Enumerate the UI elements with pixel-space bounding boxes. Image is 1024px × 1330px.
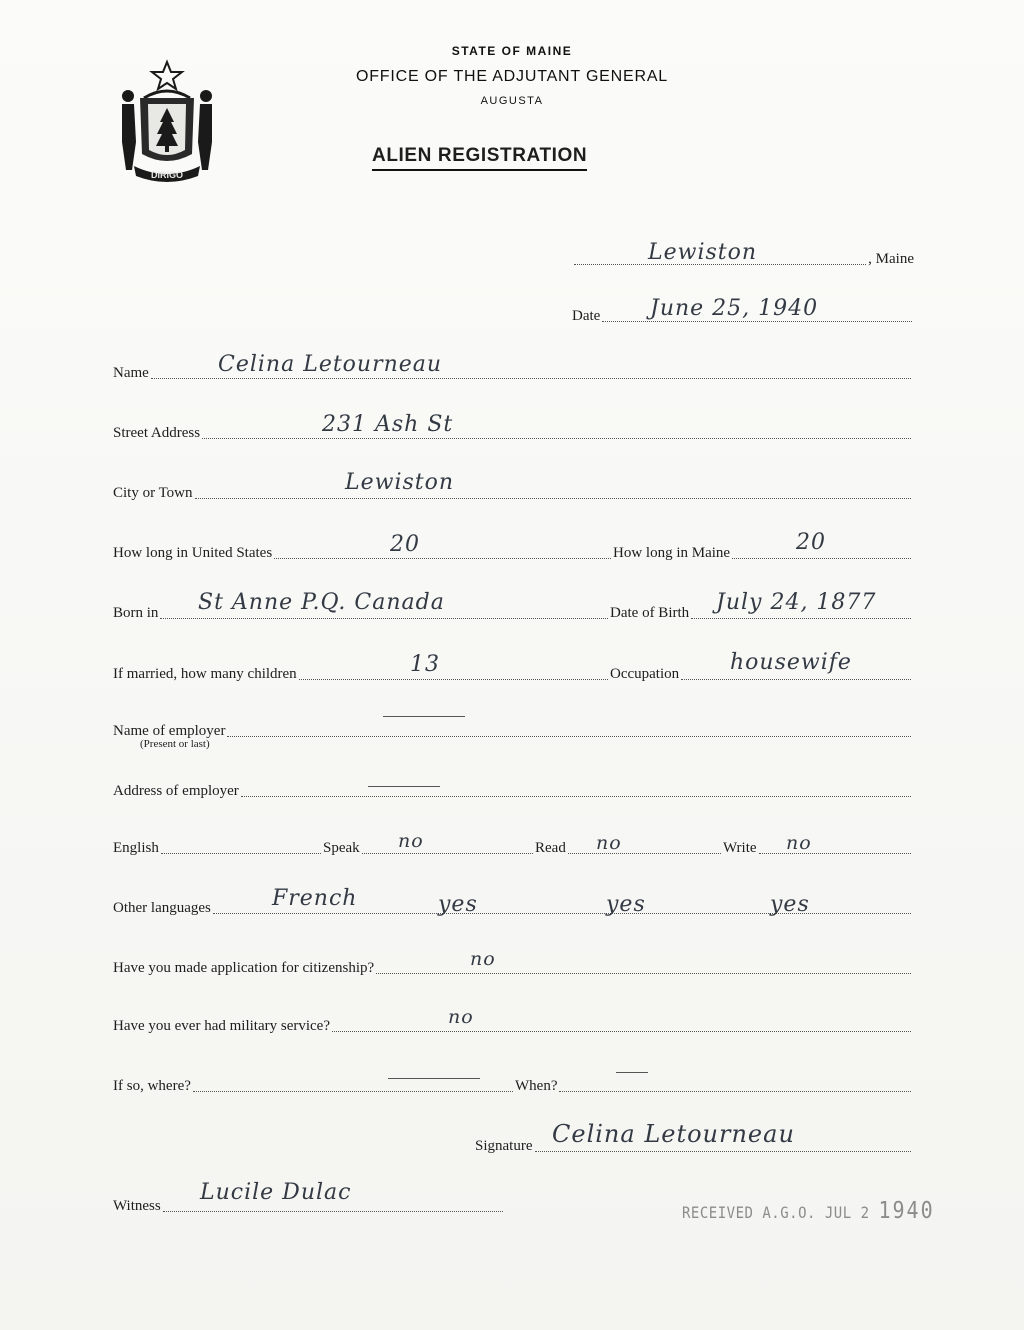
other-read-entry: yes (606, 892, 646, 917)
years-us-entry: 20 (390, 532, 420, 557)
place-suffix: , Maine (868, 251, 914, 267)
military-entry: no (448, 1006, 474, 1028)
form-header (300, 44, 724, 107)
speak-field (323, 835, 535, 859)
office-name: OFFICE OF THE ADJUTANT GENERAL (355, 68, 669, 85)
seal-motto: DIRIGO (150, 170, 184, 180)
military-label: Have you ever had military service? (113, 1018, 330, 1034)
dob-entry: July 24, 1877 (716, 590, 877, 615)
name-entry: Celina Letourneau (218, 352, 443, 377)
citizenship-label: Have you made application for citizenship? (113, 960, 375, 976)
state-seal-icon (112, 58, 222, 184)
read-entry: no (596, 832, 622, 854)
years-us-field (113, 540, 613, 564)
where-blank-mark (388, 1078, 480, 1079)
when-blank-mark (616, 1072, 648, 1073)
military-field (113, 1013, 913, 1037)
received-stamp-text: RECEIVED A.G.O. JUL 2 (682, 1204, 870, 1223)
occupation-entry: housewife (730, 650, 852, 675)
write-label: Write (723, 840, 757, 856)
dob-label: Date of Birth (610, 605, 690, 621)
write-field (723, 835, 913, 859)
born-entry: St Anne P.Q. Canada (198, 590, 445, 615)
occupation-label: Occupation (610, 666, 680, 682)
received-stamp-year: 1940 (878, 1196, 935, 1224)
employer-address-label: Address of employer (113, 783, 239, 799)
children-entry: 13 (410, 652, 440, 677)
other-write-entry: yes (770, 892, 810, 917)
years-me-entry: 20 (796, 530, 826, 555)
years-us-label: How long in United States (113, 545, 273, 561)
street-entry: 231 Ash St (322, 412, 454, 437)
employer-blank-mark (383, 716, 465, 717)
date-entry: June 25, 1940 (650, 296, 819, 321)
signature-label: Signature (475, 1138, 533, 1154)
where-label: If so, where? (113, 1078, 191, 1094)
other-languages-label: Other languages (113, 900, 211, 916)
city-field (113, 480, 913, 504)
children-field (113, 661, 610, 685)
speak-label: Speak (323, 840, 360, 856)
name-label: Name (113, 365, 149, 381)
citizenship-field (113, 955, 913, 979)
english-field (113, 835, 323, 859)
signature-entry: Celina Letourneau (552, 1120, 795, 1148)
speak-entry: no (398, 830, 424, 852)
city-entry: Lewiston (345, 470, 455, 495)
write-entry: no (786, 832, 812, 854)
state-name: STATE OF MAINE (451, 44, 573, 58)
employer-label: Name of employer (113, 723, 226, 739)
born-label: Born in (113, 605, 159, 621)
city-name: AUGUSTA (480, 95, 544, 107)
when-label: When? (515, 1078, 558, 1094)
witness-label: Witness (113, 1198, 161, 1214)
street-label: Street Address (113, 425, 201, 441)
citizenship-entry: no (470, 948, 496, 970)
street-field (113, 420, 913, 444)
when-field (515, 1073, 913, 1097)
years-me-label: How long in Maine (613, 545, 731, 561)
children-label: If married, how many children (113, 666, 297, 682)
witness-entry: Lucile Dulac (200, 1180, 352, 1205)
employer-address-field (113, 778, 913, 802)
date-label: Date (572, 308, 601, 324)
employer-field (113, 718, 913, 742)
received-stamp (682, 1196, 935, 1224)
read-field (535, 835, 723, 859)
employer-sub-label: (Present or last) (140, 738, 210, 750)
english-label: English (113, 840, 159, 856)
form-title: ALIEN REGISTRATION (372, 145, 587, 171)
years-me-field (613, 540, 913, 564)
city-label: City or Town (113, 485, 193, 501)
read-label: Read (535, 840, 566, 856)
where-field (113, 1073, 515, 1097)
place-entry: Lewiston (648, 240, 758, 265)
employer-address-blank-mark (368, 786, 440, 787)
other-speak-entry: yes (438, 892, 478, 917)
other-languages-entry: French (272, 886, 358, 911)
